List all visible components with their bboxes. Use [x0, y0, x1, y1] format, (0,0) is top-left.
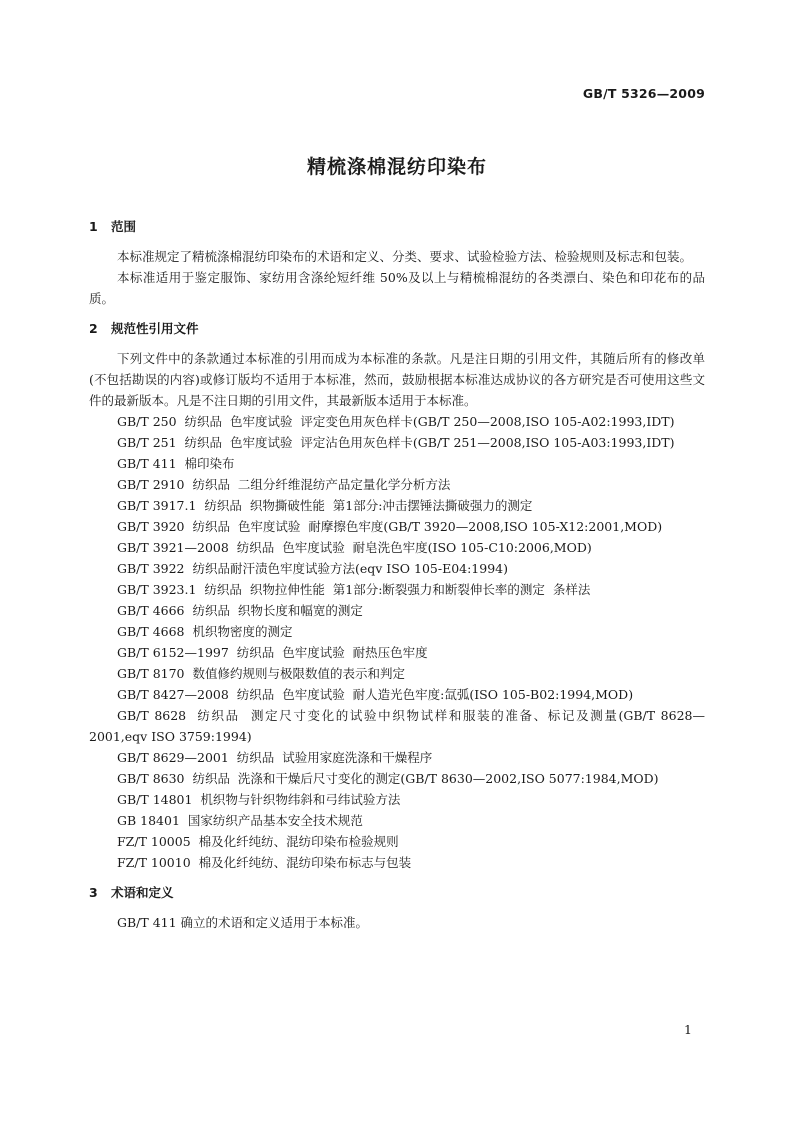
scope-paragraph: 本标准规定了精梳涤棉混纺印染布的术语和定义、分类、要求、试验检验方法、检验规则及标志和包装。 — [117, 249, 693, 264]
scope-paragraph: 本标准适用于鉴定服饰、家纺用含涤纶短纤维 50%及以上与精梳棉混纺的各类漂白、染色和印花布的品质。 — [89, 270, 705, 306]
section-heading-scope — [89, 216, 705, 237]
reference-item: GB/T 8630 纺织品 洗涤和干燥后尺寸变化的测定(GB/T 8630—2002,ISO 5077:1984,MOD) — [117, 771, 659, 786]
reference-item: GB/T 8170 数值修约规则与极限数值的表示和判定 — [117, 666, 405, 681]
reference-item: GB/T 3920 纺织品 色牢度试验 耐摩擦色牢度(GB/T 3920—2008,ISO 105-X12:2001,MOD) — [117, 519, 663, 534]
reference-item: GB/T 4668 机织物密度的测定 — [117, 624, 293, 639]
reference-item: GB/T 250 纺织品 色牢度试验 评定变色用灰色样卡(GB/T 250—2008,ISO 105-A02:1993,IDT) — [117, 414, 675, 429]
reference-item: GB/T 8629—2001 纺织品 试验用家庭洗涤和干燥程序 — [117, 750, 433, 765]
reference-item: GB/T 251 纺织品 色牢度试验 评定沾色用灰色样卡(GB/T 251—2008,ISO 105-A03:1993,IDT) — [117, 435, 675, 450]
reference-item: GB/T 4666 纺织品 织物长度和幅宽的测定 — [117, 603, 363, 618]
reference-item: FZ/T 10010 棉及化纤纯纺、混纺印染布标志与包装 — [117, 855, 412, 870]
reference-item: GB/T 3922 纺织品耐汗渍色牢度试验方法(eqv ISO 105-E04:1994) — [117, 561, 508, 576]
section-heading-normative-references — [89, 318, 705, 339]
references-intro: 下列文件中的条款通过本标准的引用而成为本标准的条款。凡是注日期的引用文件，其随后所有的修改单(不包括勘误的内容)或修订版均不适用于本标准，然而，鼓励根据本标准达成协议的各方研究是否可使用这些文件的最新版本。凡是不注日期的引用文件，其最新版本适用于本标准。 — [89, 351, 705, 408]
reference-item: GB/T 8628 纺织品 测定尺寸变化的试验中织物试样和服装的准备、标记及测量(GB/T 8628—2001,eqv ISO 3759:1994) — [89, 708, 705, 744]
reference-item: GB/T 3917.1 纺织品 织物撕破性能 第1部分:冲击摆锤法撕破强力的测定 — [117, 498, 533, 513]
standard-id: GB/T 5326—2009 — [582, 86, 705, 101]
document-body — [89, 212, 705, 933]
section-title: 术语和定义 — [111, 885, 174, 900]
section-number: 2 — [89, 321, 98, 336]
reference-item: GB/T 3923.1 纺织品 织物拉伸性能 第1部分:断裂强力和断裂伸长率的测定 条样法 — [117, 582, 591, 597]
reference-item: GB/T 8427—2008 纺织品 色牢度试验 耐人造光色牢度:氙弧(ISO 105-B02:1994,MOD) — [117, 687, 634, 702]
reference-item: GB/T 411 棉印染布 — [117, 456, 235, 471]
section-title: 范围 — [111, 219, 137, 234]
reference-list — [89, 411, 705, 873]
page-number: 1 — [684, 1022, 692, 1037]
reference-item: GB/T 6152—1997 纺织品 色牢度试验 耐热压色牢度 — [117, 645, 428, 660]
reference-item: GB/T 2910 纺织品 二组分纤维混纺产品定量化学分析方法 — [117, 477, 451, 492]
reference-item: GB 18401 国家纺织产品基本安全技术规范 — [117, 813, 363, 828]
reference-item: GB/T 3921—2008 纺织品 色牢度试验 耐皂洗色牢度(ISO 105-C10:2006,MOD) — [117, 540, 592, 555]
section-heading-terms — [89, 882, 705, 903]
reference-item: GB/T 14801 机织物与针织物纬斜和弓纬试验方法 — [117, 792, 401, 807]
reference-item: FZ/T 10005 棉及化纤纯纺、混纺印染布检验规则 — [117, 834, 399, 849]
terms-paragraph: GB/T 411 确立的术语和定义适用于本标准。 — [117, 915, 369, 930]
document-title: 精梳涤棉混纺印染布 — [306, 156, 487, 178]
section-number: 3 — [89, 885, 98, 900]
section-title: 规范性引用文件 — [111, 321, 199, 336]
section-number: 1 — [89, 219, 98, 234]
